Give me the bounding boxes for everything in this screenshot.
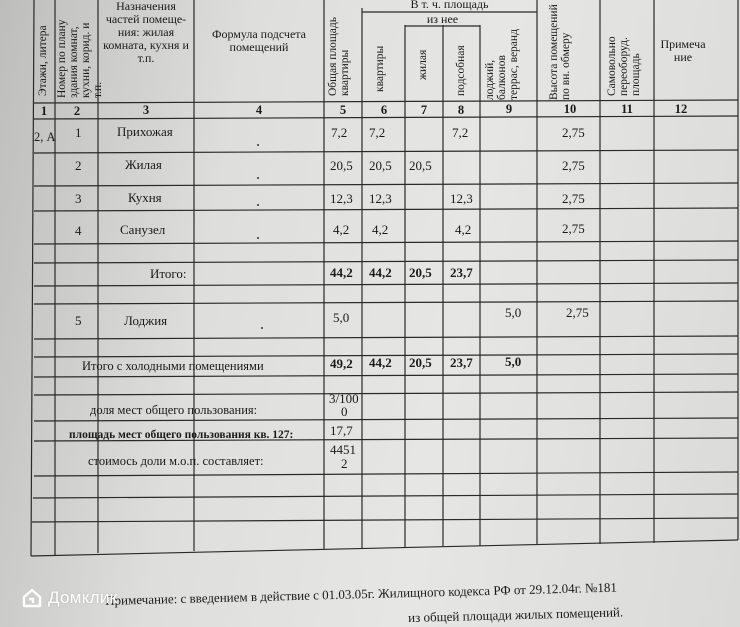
cell-apt: 4,2	[372, 222, 389, 237]
cell-height: 2,75	[562, 191, 585, 206]
cell-height: 2,75	[562, 158, 585, 173]
header-living: жилая	[417, 49, 429, 80]
subtotal-total: 44,2	[330, 265, 353, 280]
colnum-6: 6	[380, 103, 388, 117]
header-unauthorized: Самовольно переоборуд. площадь	[606, 36, 642, 96]
total-cold-loggia: 5,0	[505, 354, 522, 369]
domclick-logo	[22, 588, 117, 608]
cell-total: 12,3	[330, 191, 353, 206]
common-share-label: доля мест общего пользования:	[90, 403, 258, 417]
header-purpose: Назначения частей помеще-ния: жилая комната, кухня и т.п.	[103, 0, 189, 65]
subtotal-living: 20,5	[409, 265, 432, 280]
cell-aux: 7,2	[452, 125, 469, 140]
cell-num: 1	[75, 125, 82, 140]
house-icon	[22, 588, 42, 608]
cell-total: 7,2	[331, 125, 348, 140]
header-apartment: квартиры	[374, 45, 386, 92]
colnum-1: 1	[40, 104, 48, 118]
colnum-2: 2	[73, 104, 81, 118]
cell-total: 20,5	[330, 158, 353, 173]
cell-aux: 4,2	[455, 222, 472, 237]
cell-loggia: 5,0	[505, 305, 522, 320]
cell-height: 2,75	[566, 305, 589, 320]
subtotal-aux: 23,7	[450, 265, 473, 280]
header-formula: Формула подсчета помещений	[211, 27, 307, 54]
colnum-5: 5	[339, 103, 347, 117]
colnum-4: 4	[255, 103, 263, 117]
common-area-value: 17,7	[330, 423, 353, 438]
colnum-11: 11	[621, 102, 633, 116]
cell-total: 5,0	[333, 310, 350, 325]
cell-height: 2,75	[562, 221, 585, 236]
total-cold-aux: 23,7	[450, 355, 473, 370]
cell-aux: 12,3	[450, 191, 473, 206]
cell-apt: 20,5	[369, 158, 392, 173]
cell-num: 3	[75, 191, 82, 206]
cell-total: 4,2	[333, 222, 350, 237]
cell-apt: 12,3	[369, 191, 392, 206]
footer-note-2: из общей площади жилых помещений.	[407, 604, 624, 625]
header-loggias: лоджий, балконов террас, веранд	[484, 29, 520, 100]
colnum-7: 7	[420, 103, 428, 117]
total-cold-total: 49,2	[330, 356, 353, 371]
cell-num: 2	[75, 158, 82, 173]
cell-name: Лоджия	[124, 313, 168, 328]
subtotal-apt: 44,2	[369, 265, 392, 280]
header-note: Примеча ние	[660, 37, 706, 64]
common-share-value-1: 3/100	[329, 391, 359, 406]
total-cold-apt: 44,2	[369, 355, 392, 370]
cell-apt: 7,2	[369, 125, 386, 140]
total-cold-label: Итого с холодными помещениями	[82, 359, 264, 373]
share-cost-value-1: 4451	[330, 442, 356, 457]
colnum-12: 12	[674, 102, 688, 116]
cell-name: Санузел	[120, 222, 166, 237]
cell-name: Кухня	[128, 190, 162, 205]
cell-height: 2,75	[562, 125, 585, 140]
header-auxiliary: подсобная	[455, 45, 467, 96]
header-incl-area: В т. ч. площадь	[410, 0, 489, 11]
subtotal-label: Итого:	[150, 266, 187, 281]
colnum-3: 3	[142, 103, 150, 117]
brand-name: Домклик	[48, 588, 118, 607]
header-of-which: из нее	[426, 12, 459, 26]
colnum-9: 9	[505, 102, 513, 116]
header-total-area: Общая площадь квартиры	[327, 17, 351, 96]
share-cost-value-2: 2	[341, 456, 348, 471]
total-cold-living: 20,5	[409, 355, 432, 370]
cell-name: Прихожая	[117, 124, 173, 139]
footer-note: Примечание: с введением в действие с 01.03.05г. Жилищного кодекса РФ от 29.12.04г. №181	[104, 579, 618, 608]
cell-num: 5	[75, 313, 82, 328]
cell-num: 4	[75, 223, 82, 238]
common-share-value-2: 0	[341, 404, 348, 419]
cell-living: 20,5	[409, 158, 432, 173]
common-area-label: площадь мест общего пользования кв. 127:	[69, 429, 294, 441]
colnum-10: 10	[563, 102, 577, 116]
header-height: Высота помещений по вн. обмеру	[548, 4, 572, 100]
cell-name: Жилая	[125, 157, 162, 172]
share-cost-label: стоимось доли м.о.п. составляет:	[88, 454, 264, 468]
colnum-8: 8	[457, 103, 465, 117]
header-floor: Этажи, литера	[37, 25, 49, 96]
cell-floor: 2, А	[34, 130, 56, 144]
header-room-number: Номер по плану здания комнат, кухни, корид. и т.п.	[56, 19, 104, 98]
